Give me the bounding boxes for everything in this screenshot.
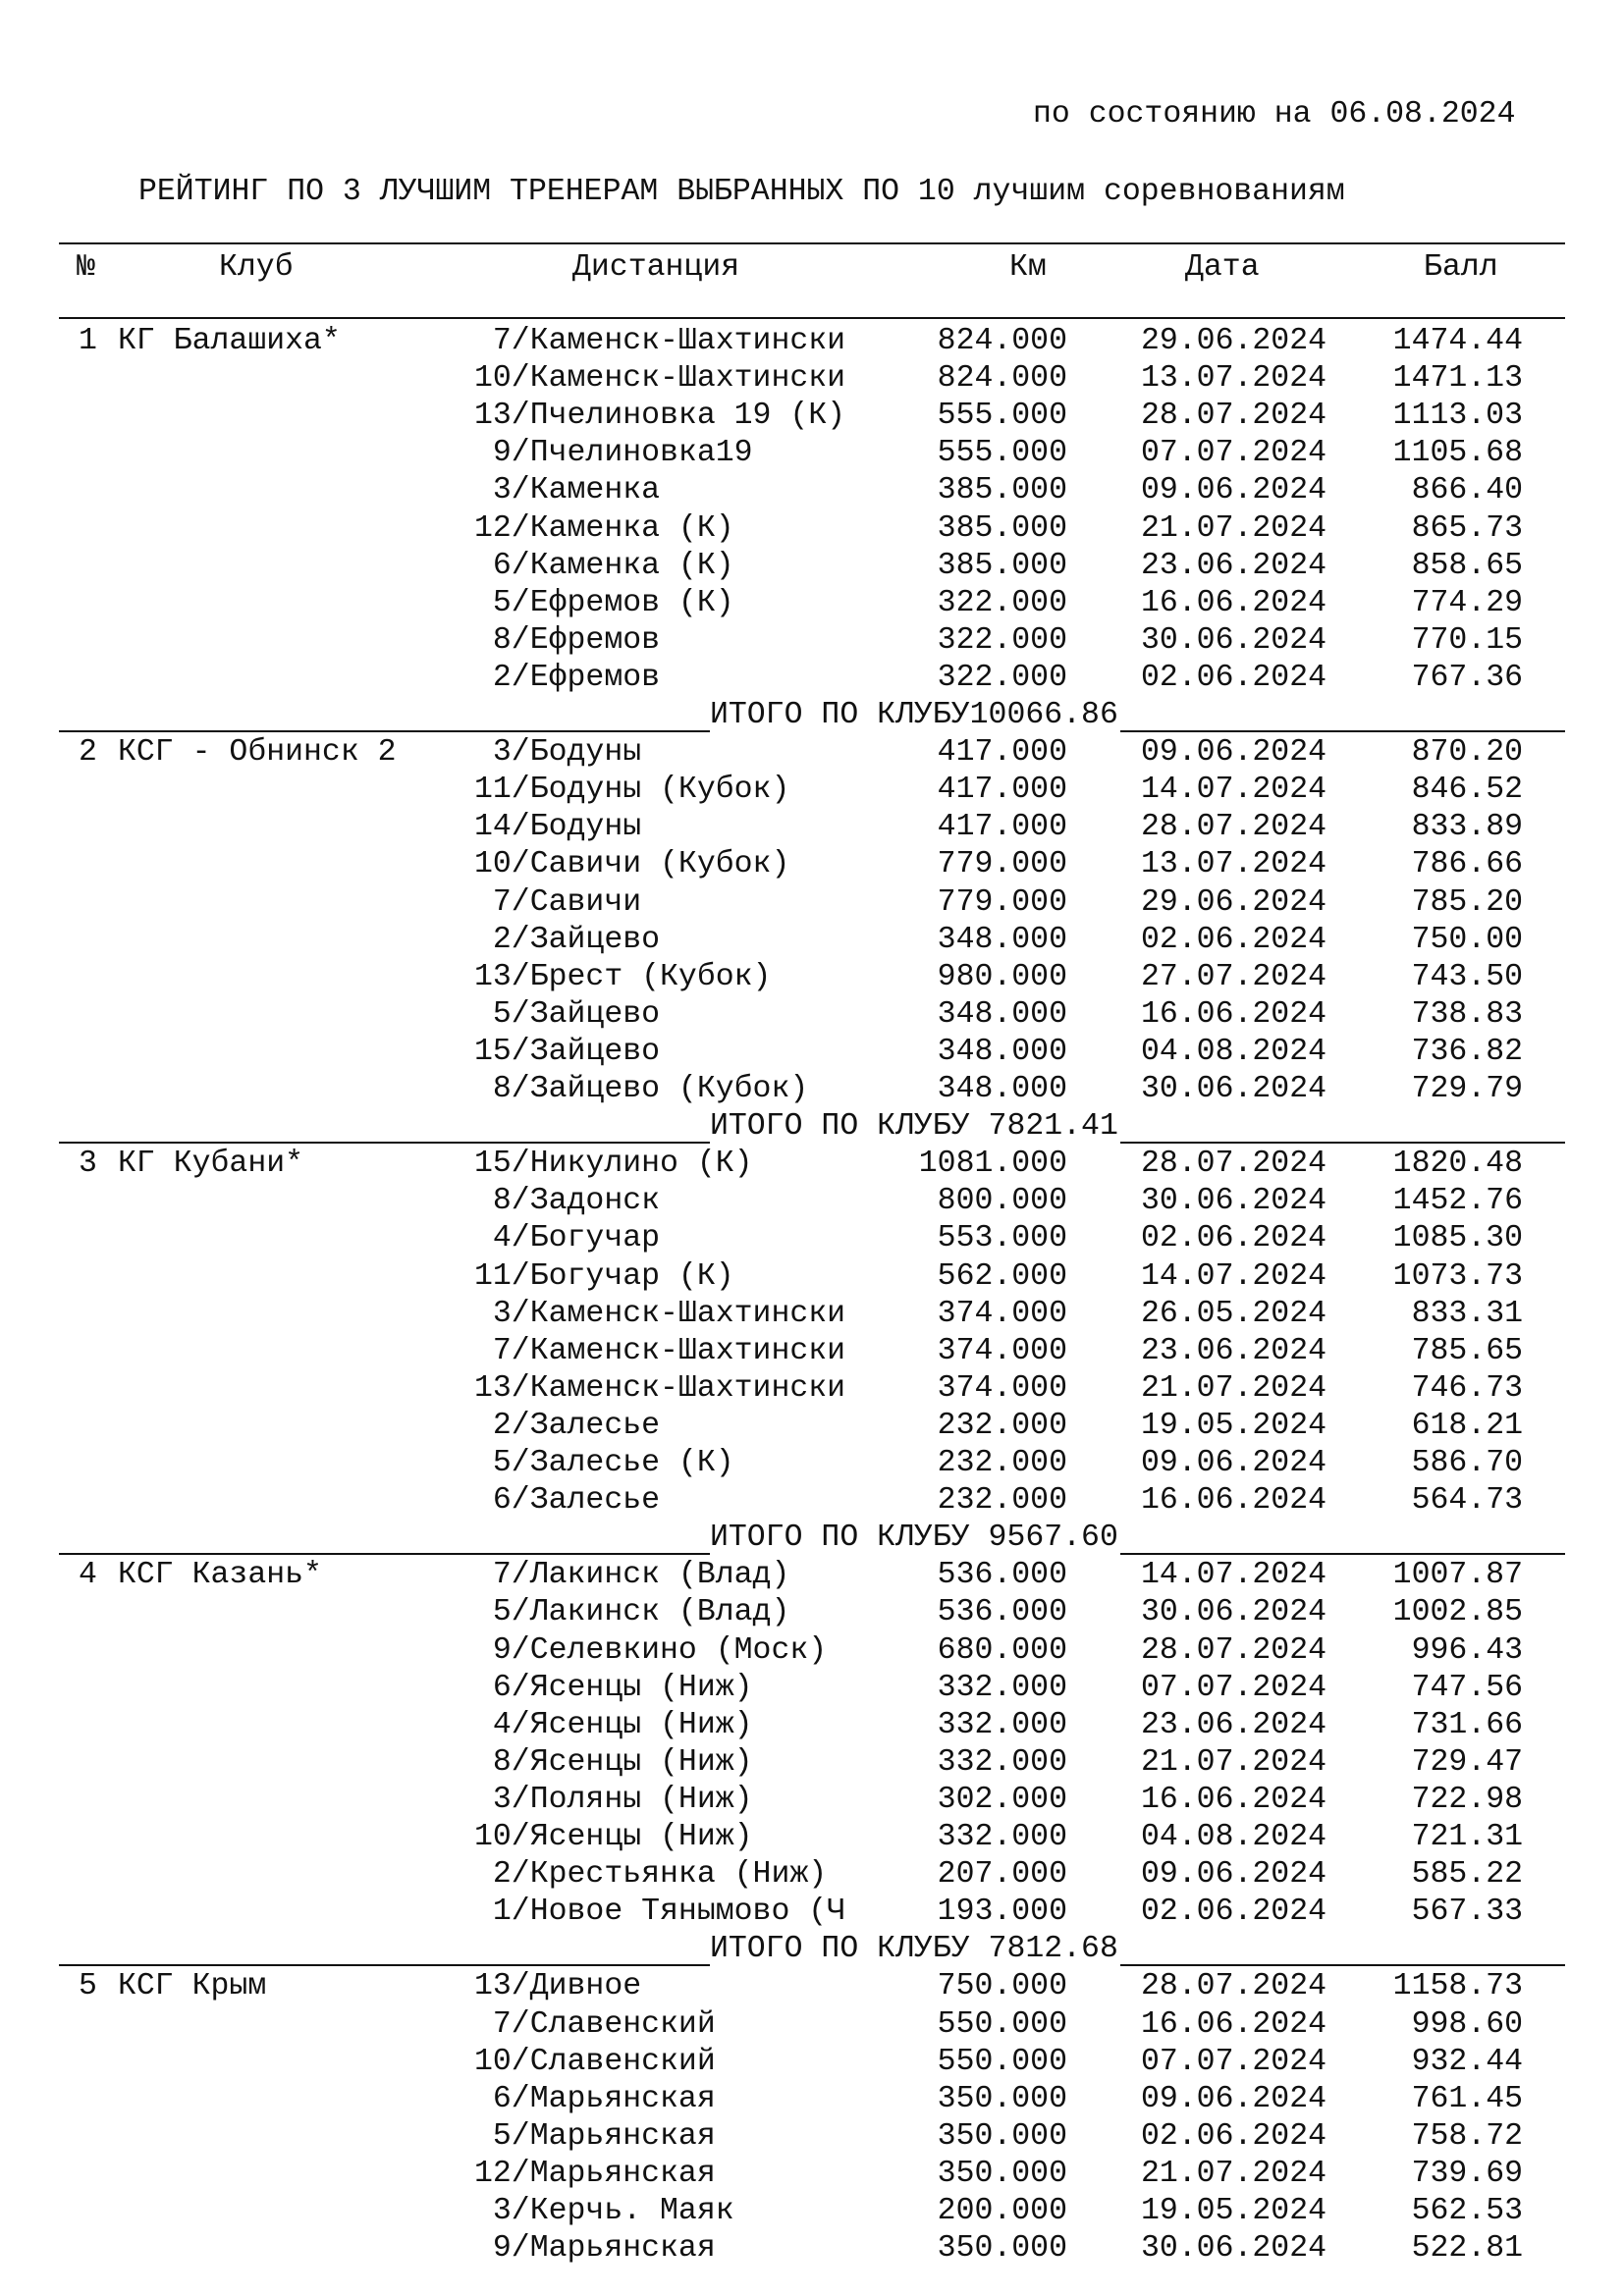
row-distance: 4/Ясенцы (Ниж) [474, 1707, 753, 1742]
row-distance: 3/Каменск-Шахтински [474, 1296, 846, 1331]
row-distance: 7/Славенский [474, 2006, 716, 2042]
row-date: 14.07.2024 [1140, 773, 1326, 808]
row-distance: 7/Лакинск (Влад) [474, 1558, 790, 1593]
row-km: 417.000 [937, 773, 1067, 808]
column-header-club: Клуб [219, 250, 294, 285]
row-distance: 2/Зайцево [474, 922, 661, 957]
row-km: 350.000 [937, 2081, 1067, 2116]
row-date: 04.08.2024 [1140, 1820, 1326, 1854]
row-distance: 8/Зайцево (Кубок) [474, 1072, 809, 1106]
row-km: 680.000 [937, 1632, 1067, 1668]
row-distance: 14/Бодуны [474, 810, 642, 845]
row-date: 02.06.2024 [1140, 660, 1326, 695]
row-date: 21.07.2024 [1140, 1370, 1326, 1406]
row-score: 729.79 [1411, 1072, 1523, 1106]
row-distance: 5/Марьянская [474, 2118, 716, 2154]
row-distance: 12/Каменка (К) [474, 510, 734, 546]
row-distance: 5/Залесье (К) [474, 1446, 734, 1480]
row-distance: 10/Каменск-Шахтински [474, 361, 846, 397]
club-name: КСГ - Обнинск 2 [118, 735, 397, 771]
row-km: 350.000 [937, 2231, 1067, 2267]
row-date: 19.05.2024 [1140, 2194, 1326, 2228]
row-date: 30.06.2024 [1140, 1072, 1326, 1106]
row-date: 09.06.2024 [1140, 1446, 1326, 1480]
total-rule-left [59, 730, 710, 732]
row-km: 348.000 [937, 996, 1067, 1032]
row-date: 09.06.2024 [1140, 2081, 1326, 2116]
row-date: 07.07.2024 [1140, 1670, 1326, 1705]
row-date: 28.07.2024 [1140, 810, 1326, 845]
total-rule-left [59, 1142, 710, 1144]
row-score: 736.82 [1411, 1034, 1523, 1069]
row-score: 865.73 [1411, 510, 1523, 546]
column-header-score: Балл [1424, 250, 1498, 285]
row-km: 350.000 [937, 2118, 1067, 2154]
row-km: 332.000 [937, 1670, 1067, 1705]
row-km: 536.000 [937, 1558, 1067, 1593]
header-bottom-rule [59, 317, 1565, 319]
row-score: 785.65 [1411, 1333, 1523, 1368]
row-km: 193.000 [937, 1895, 1067, 1930]
row-km: 232.000 [937, 1408, 1067, 1443]
club-rank: 2 [79, 735, 97, 771]
row-km: 350.000 [937, 2156, 1067, 2191]
club-name: КГ Кубани* [118, 1147, 304, 1182]
row-distance: 2/Ефремов [474, 660, 661, 695]
club-rank: 5 [79, 1969, 97, 2004]
row-date: 16.06.2024 [1140, 1782, 1326, 1817]
row-km: 374.000 [937, 1333, 1067, 1368]
row-date: 07.07.2024 [1140, 436, 1326, 471]
row-date: 30.06.2024 [1140, 1184, 1326, 1219]
row-score: 1474.44 [1392, 324, 1523, 358]
row-km: 332.000 [937, 1707, 1067, 1742]
row-km: 550.000 [937, 2006, 1067, 2042]
column-header-num: № [77, 250, 95, 285]
row-score: 1471.13 [1392, 361, 1523, 397]
row-date: 19.05.2024 [1140, 1408, 1326, 1443]
row-date: 23.06.2024 [1140, 1707, 1326, 1742]
club-total: ИТОГО ПО КЛУБУ 9567.60 [710, 1521, 1118, 1556]
row-distance: 1/Новое Тянымово (Ч [474, 1895, 846, 1930]
row-score: 1085.30 [1392, 1221, 1523, 1256]
club-rank: 1 [79, 324, 97, 358]
total-rule-right [1120, 1553, 1565, 1555]
row-date: 28.07.2024 [1140, 1147, 1326, 1182]
row-distance: 15/Никулино (К) [474, 1147, 753, 1182]
row-distance: 13/Брест (Кубок) [474, 959, 772, 994]
row-distance: 2/Залесье [474, 1408, 661, 1443]
row-distance: 9/Марьянская [474, 2231, 716, 2267]
total-rule-left [59, 1553, 710, 1555]
row-date: 23.06.2024 [1140, 1333, 1326, 1368]
row-date: 30.06.2024 [1140, 2231, 1326, 2267]
row-date: 09.06.2024 [1140, 473, 1326, 508]
row-score: 746.73 [1411, 1370, 1523, 1406]
row-date: 29.06.2024 [1140, 324, 1326, 358]
row-km: 555.000 [937, 436, 1067, 471]
row-distance: 6/Каменка (К) [474, 548, 734, 583]
row-date: 02.06.2024 [1140, 1221, 1326, 1256]
club-name: КГ Балашиха* [118, 324, 341, 358]
club-total: ИТОГО ПО КЛУБУ10066.86 [710, 698, 1118, 732]
club-rank: 4 [79, 1558, 97, 1593]
row-km: 232.000 [937, 1483, 1067, 1519]
row-score: 858.65 [1411, 548, 1523, 583]
row-km: 417.000 [937, 735, 1067, 771]
row-score: 996.43 [1411, 1632, 1523, 1668]
row-score: 739.69 [1411, 2156, 1523, 2191]
row-score: 1452.76 [1392, 1184, 1523, 1219]
row-score: 785.20 [1411, 884, 1523, 920]
row-score: 750.00 [1411, 922, 1523, 957]
row-km: 555.000 [937, 399, 1067, 434]
row-score: 743.50 [1411, 959, 1523, 994]
total-rule-right [1120, 730, 1565, 732]
row-distance: 12/Марьянская [474, 2156, 716, 2191]
row-date: 30.06.2024 [1140, 1595, 1326, 1630]
row-distance: 10/Савичи (Кубок) [474, 847, 790, 882]
club-name: КСГ Крым [118, 1969, 267, 2004]
row-date: 28.07.2024 [1140, 1969, 1326, 2004]
column-header-distance: Дистанция [572, 250, 740, 285]
row-distance: 6/Марьянская [474, 2081, 716, 2116]
row-km: 536.000 [937, 1595, 1067, 1630]
row-score: 833.89 [1411, 810, 1523, 845]
row-date: 02.06.2024 [1140, 922, 1326, 957]
column-header-km: Км [1009, 250, 1047, 285]
row-distance: 8/Ясенцы (Ниж) [474, 1744, 753, 1780]
row-km: 824.000 [937, 324, 1067, 358]
row-distance: 6/Ясенцы (Ниж) [474, 1670, 753, 1705]
row-date: 28.07.2024 [1140, 1632, 1326, 1668]
row-km: 824.000 [937, 361, 1067, 397]
row-date: 16.06.2024 [1140, 2006, 1326, 2042]
row-date: 13.07.2024 [1140, 361, 1326, 397]
row-score: 998.60 [1411, 2006, 1523, 2042]
row-date: 29.06.2024 [1140, 884, 1326, 920]
row-distance: 13/Пчелиновка 19 (К) [474, 399, 846, 434]
row-distance: 3/Бодуны [474, 735, 642, 771]
club-rank: 3 [79, 1147, 97, 1182]
row-distance: 5/Зайцево [474, 996, 661, 1032]
row-distance: 13/Дивное [474, 1969, 642, 2004]
row-km: 417.000 [937, 810, 1067, 845]
page-title: РЕЙТИНГ ПО 3 ЛУЧШИМ ТРЕНЕРАМ ВЫБРАННЫХ ПО 10 лучшим соревнованиям [138, 175, 1345, 209]
row-distance: 3/Керчь. Маяк [474, 2194, 734, 2228]
row-km: 322.000 [937, 622, 1067, 658]
row-km: 348.000 [937, 1034, 1067, 1069]
row-score: 767.36 [1411, 660, 1523, 695]
row-score: 770.15 [1411, 622, 1523, 658]
row-km: 232.000 [937, 1446, 1067, 1480]
club-total: ИТОГО ПО КЛУБУ 7821.41 [710, 1109, 1118, 1145]
row-score: 567.33 [1411, 1895, 1523, 1930]
row-score: 738.83 [1411, 996, 1523, 1032]
row-date: 26.05.2024 [1140, 1296, 1326, 1331]
row-km: 322.000 [937, 660, 1067, 695]
row-km: 207.000 [937, 1857, 1067, 1893]
total-rule-left [59, 1964, 710, 1966]
row-score: 846.52 [1411, 773, 1523, 808]
club-name: КСГ Казань* [118, 1558, 322, 1593]
row-distance: 3/Каменка [474, 473, 661, 508]
row-distance: 7/Каменск-Шахтински [474, 1333, 846, 1368]
row-score: 1073.73 [1392, 1258, 1523, 1294]
row-score: 731.66 [1411, 1707, 1523, 1742]
row-date: 14.07.2024 [1140, 1558, 1326, 1593]
header-top-rule [59, 242, 1565, 244]
row-distance: 5/Ефремов (К) [474, 585, 734, 620]
row-date: 04.08.2024 [1140, 1034, 1326, 1069]
row-score: 562.53 [1411, 2194, 1523, 2228]
row-date: 30.06.2024 [1140, 622, 1326, 658]
row-date: 07.07.2024 [1140, 2044, 1326, 2079]
row-distance: 11/Богучар (К) [474, 1258, 734, 1294]
row-score: 564.73 [1411, 1483, 1523, 1519]
row-date: 02.06.2024 [1140, 2118, 1326, 2154]
row-score: 618.21 [1411, 1408, 1523, 1443]
row-score: 1158.73 [1392, 1969, 1523, 2004]
row-distance: 4/Богучар [474, 1221, 661, 1256]
row-score: 866.40 [1411, 473, 1523, 508]
row-km: 980.000 [937, 959, 1067, 994]
row-km: 779.000 [937, 884, 1067, 920]
row-score: 1105.68 [1392, 436, 1523, 471]
row-date: 16.06.2024 [1140, 996, 1326, 1032]
row-score: 585.22 [1411, 1857, 1523, 1893]
row-km: 1081.000 [918, 1147, 1067, 1182]
row-date: 09.06.2024 [1140, 1857, 1326, 1893]
row-date: 21.07.2024 [1140, 510, 1326, 546]
row-km: 550.000 [937, 2044, 1067, 2079]
row-distance: 8/Задонск [474, 1184, 661, 1219]
row-km: 348.000 [937, 922, 1067, 957]
total-rule-right [1120, 1142, 1565, 1144]
row-distance: 10/Славенский [474, 2044, 716, 2079]
row-score: 721.31 [1411, 1820, 1523, 1854]
row-km: 562.000 [937, 1258, 1067, 1294]
club-total: ИТОГО ПО КЛУБУ 7812.68 [710, 1932, 1118, 1967]
row-km: 374.000 [937, 1296, 1067, 1331]
row-score: 1113.03 [1392, 399, 1523, 434]
row-date: 02.06.2024 [1140, 1895, 1326, 1930]
row-score: 932.44 [1411, 2044, 1523, 2079]
row-distance: 5/Лакинск (Влад) [474, 1595, 790, 1630]
row-distance: 6/Залесье [474, 1483, 661, 1519]
row-date: 13.07.2024 [1140, 847, 1326, 882]
date-line: по состоянию на 06.08.2024 [1033, 97, 1516, 132]
row-score: 833.31 [1411, 1296, 1523, 1331]
row-km: 750.000 [937, 1969, 1067, 2004]
row-km: 200.000 [937, 2194, 1067, 2228]
row-date: 14.07.2024 [1140, 1258, 1326, 1294]
row-date: 28.07.2024 [1140, 399, 1326, 434]
row-score: 1007.87 [1392, 1558, 1523, 1593]
row-distance: 11/Бодуны (Кубок) [474, 773, 790, 808]
row-score: 758.72 [1411, 2118, 1523, 2154]
row-score: 761.45 [1411, 2081, 1523, 2116]
row-date: 16.06.2024 [1140, 585, 1326, 620]
row-km: 779.000 [937, 847, 1067, 882]
row-score: 1820.48 [1392, 1147, 1523, 1182]
row-km: 800.000 [937, 1184, 1067, 1219]
row-score: 1002.85 [1392, 1595, 1523, 1630]
row-date: 21.07.2024 [1140, 2156, 1326, 2191]
row-km: 332.000 [937, 1820, 1067, 1854]
row-km: 385.000 [937, 548, 1067, 583]
row-km: 332.000 [937, 1744, 1067, 1780]
row-score: 747.56 [1411, 1670, 1523, 1705]
row-distance: 2/Крестьянка (Ниж) [474, 1857, 828, 1893]
row-score: 870.20 [1411, 735, 1523, 771]
row-date: 21.07.2024 [1140, 1744, 1326, 1780]
row-distance: 7/Каменск-Шахтински [474, 324, 846, 358]
row-score: 722.98 [1411, 1782, 1523, 1817]
row-distance: 10/Ясенцы (Ниж) [474, 1820, 753, 1854]
row-score: 729.47 [1411, 1744, 1523, 1780]
row-km: 385.000 [937, 473, 1067, 508]
row-score: 586.70 [1411, 1446, 1523, 1480]
row-km: 302.000 [937, 1782, 1067, 1817]
row-km: 385.000 [937, 510, 1067, 546]
row-date: 27.07.2024 [1140, 959, 1326, 994]
row-distance: 9/Селевкино (Моск) [474, 1632, 828, 1668]
row-distance: 8/Ефремов [474, 622, 661, 658]
row-score: 786.66 [1411, 847, 1523, 882]
row-km: 322.000 [937, 585, 1067, 620]
row-date: 16.06.2024 [1140, 1483, 1326, 1519]
row-km: 348.000 [937, 1072, 1067, 1106]
total-rule-right [1120, 1964, 1565, 1966]
column-header-date: Дата [1185, 250, 1260, 285]
row-distance: 13/Каменск-Шахтински [474, 1370, 846, 1406]
row-distance: 3/Поляны (Ниж) [474, 1782, 753, 1817]
row-distance: 9/Пчелиновка19 [474, 436, 753, 471]
row-score: 774.29 [1411, 585, 1523, 620]
row-km: 374.000 [937, 1370, 1067, 1406]
row-distance: 7/Савичи [474, 884, 642, 920]
row-distance: 15/Зайцево [474, 1034, 661, 1069]
row-date: 23.06.2024 [1140, 548, 1326, 583]
row-km: 553.000 [937, 1221, 1067, 1256]
row-score: 522.81 [1411, 2231, 1523, 2267]
row-date: 09.06.2024 [1140, 735, 1326, 771]
